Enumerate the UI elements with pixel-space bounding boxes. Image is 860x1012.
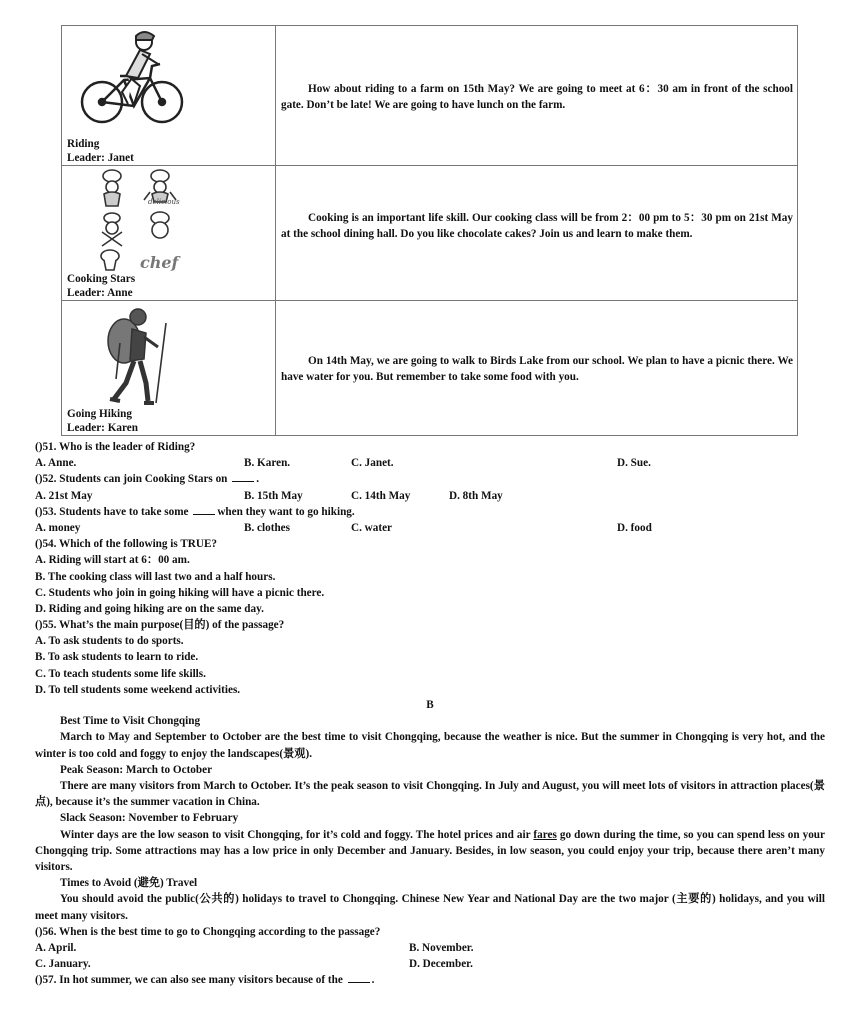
option-a[interactable]: A. April.	[35, 941, 77, 954]
option-c[interactable]: C. 14th May	[351, 489, 411, 502]
club-name: Cooking Stars	[67, 272, 136, 285]
activity-image-cell	[62, 166, 276, 301]
question-stem-start: ()53. Students have to take some	[35, 505, 192, 518]
question-stem-start: ()57. In hot summer, we can also see many visitors because of the	[35, 974, 346, 987]
section-label: B	[426, 699, 434, 711]
option-b[interactable]: B. The cooking class will last two and a half hours.	[35, 570, 276, 583]
option-a[interactable]: A. To ask students to do sports.	[35, 635, 184, 648]
option-d[interactable]: D. Riding and going hiking are on the same day.	[35, 602, 264, 615]
subheading: Slack Season: November to February	[60, 812, 239, 825]
club-label	[67, 407, 138, 435]
option-c[interactable]: C. January.	[35, 958, 91, 971]
hiker-icon	[86, 303, 196, 408]
answer-options	[35, 455, 835, 471]
paragraph-text: Winter days are the low season to visit Chongqing, for it’s cold and foggy. The hotel prices and air	[60, 828, 534, 841]
option-c[interactable]: C. Janet.	[351, 457, 394, 470]
activities-table	[61, 25, 798, 436]
paragraph: March to May and September to October are the best time to visit Chongqing, because the weather is nice. But the summer in Chongqing is very hot, and the winter is too cold and foggy to enjoy the landscapes(景观).	[35, 731, 825, 760]
activity-row-hiking	[62, 301, 798, 436]
option-a[interactable]: A. money	[35, 521, 81, 534]
delicious-label: delicious	[148, 198, 180, 206]
question-stem	[35, 504, 835, 520]
club-label	[67, 137, 134, 165]
club-leader: Leader: Janet	[67, 151, 134, 164]
option-c[interactable]: C. Students who join in going hiking will have a picnic there.	[35, 586, 325, 599]
passage-b	[35, 697, 825, 989]
question-stem-end: when they want to go hiking.	[217, 505, 355, 518]
subheading: Times to Avoid (避免) Travel	[60, 877, 198, 890]
question-stem	[35, 972, 825, 988]
answer-options	[35, 520, 835, 536]
activity-image-cell	[62, 301, 276, 436]
option-a[interactable]: A. Riding will start at 6：00 am.	[35, 554, 190, 567]
subheading: Peak Season: March to October	[60, 763, 213, 776]
activity-description: Cooking is an important life skill. Our cooking class will be from 2：00 pm to 5：30 pm on 21st May at the school dining hall. Do you like chocolate cakes? Join us and learn to make them.	[281, 212, 793, 241]
answer-blank[interactable]	[232, 471, 254, 482]
activity-description-cell	[276, 26, 798, 166]
answer-blank[interactable]	[193, 504, 215, 515]
paragraph: You should avoid the public(公共的) holidays to travel to Chongqing. Chinese New Year and National Day are the two major (主要的) holidays, and you will meet many visitors.	[35, 893, 825, 922]
option-b[interactable]: B. November.	[409, 941, 474, 954]
cyclist-icon	[78, 28, 188, 138]
option-b[interactable]: B. To ask students to learn to ride.	[35, 651, 199, 664]
question-stem: ()56. When is the best time to go to Chongqing according to the passage?	[35, 925, 381, 938]
option-a[interactable]: A. Anne.	[35, 457, 77, 470]
chefs-icon	[82, 168, 192, 273]
club-leader: Leader: Anne	[67, 286, 133, 299]
option-b[interactable]: B. 15th May	[244, 489, 303, 502]
paragraph	[35, 827, 825, 876]
option-d[interactable]: D. 8th May	[449, 489, 503, 502]
club-leader: Leader: Karen	[67, 421, 138, 434]
club-name: Going Hiking	[67, 407, 132, 420]
activity-row-riding	[62, 26, 798, 166]
answer-blank[interactable]	[348, 972, 370, 983]
option-d[interactable]: D. To tell students some weekend activities.	[35, 683, 241, 696]
questions-section	[35, 439, 835, 698]
question-stem-start: ()52. Students can join Cooking Stars on	[35, 473, 231, 486]
activity-description: How about riding to a farm on 15th May? We are going to meet at 6：30 am in front of the school gate. Don’t be late! We are going to have lunch on the farm.	[281, 83, 793, 112]
answer-options	[35, 488, 835, 504]
option-d[interactable]: D. December.	[409, 958, 473, 971]
option-b[interactable]: B. clothes	[244, 521, 290, 534]
question-stem: ()54. Which of the following is TRUE?	[35, 538, 218, 551]
option-c[interactable]: C. To teach students some life skills.	[35, 667, 206, 680]
activity-description-cell	[276, 301, 798, 436]
activity-row-cooking	[62, 166, 798, 301]
activity-description-cell	[276, 166, 798, 301]
question-stem: ()51. Who is the leader of Riding?	[35, 441, 196, 453]
option-d[interactable]: D. food	[617, 521, 652, 534]
question-stem	[35, 471, 835, 487]
passage-title: Best Time to Visit Chongqing	[60, 715, 201, 728]
option-b[interactable]: B. Karen.	[244, 457, 291, 470]
question-stem-end: .	[256, 473, 259, 486]
club-label	[67, 272, 135, 300]
paragraph-text: go down during the time, so you can spend less on your Chongqing trip. Some attractions may has a low price in only December and January. Besides, in low season, you could enjoy your trip, because there aren’t many visitors.	[35, 828, 825, 873]
underlined-word: fares	[533, 828, 557, 841]
paragraph: There are many visitors from March to October. It’s the peak season to visit Chongqing. In July and August, you will meet lots of visitors in attraction places(景点), because it’s the summer vacation in China.	[35, 779, 825, 809]
option-c[interactable]: C. water	[351, 521, 393, 534]
option-a[interactable]: A. 21st May	[35, 489, 93, 502]
activity-image-cell	[62, 26, 276, 166]
question-stem: ()55. What’s the main purpose(目的) of the passage?	[35, 619, 285, 632]
chef-label: chef	[140, 253, 179, 272]
question-stem-end: .	[371, 974, 375, 987]
activity-description: On 14th May, we are going to walk to Birds Lake from our school. We plan to have a picnic there. We have water for you. But remember to take some food with you.	[281, 355, 793, 384]
option-d[interactable]: D. Sue.	[617, 457, 651, 470]
answer-options	[35, 956, 825, 972]
answer-options	[35, 940, 825, 956]
club-name: Riding	[67, 137, 100, 150]
